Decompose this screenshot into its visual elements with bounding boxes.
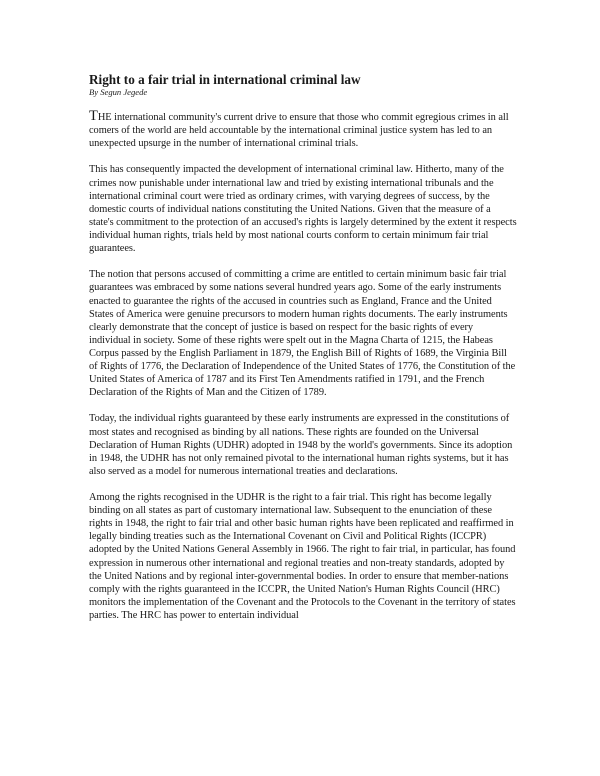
article-byline: By Segun Jegede (89, 87, 148, 97)
paragraph-1-text: HE international community's current drive to ensure that those who commit egregious crimes in all comers of the world are held accountable by the international criminal justice system has led to an unexpected upsurge in the number of international criminal trials. (89, 112, 509, 150)
drop-cap: T (89, 108, 98, 124)
paragraph-5: Among the rights recognised in the UDHR is the right to a fair trial. This right has become legally binding on all states as part of customary international law. Subsequent to the enunciation of these rights in 1948, the right to fair trial and other basic human rights have been replicated and reaffirmed in legally binding treaties such as the International Covenant on Civil and Political Rights (ICCPR) adopted by the United Nations General Assembly in 1966. The right to fair trial, in particular, has found expression in numerous other international and regional treaties and non-treaty standards, adopted by the United Nations and by regional inter-governmental bodies. In order to ensure that member-nations comply with the rights guaranteed in the ICCPR, the United Nation's Human Rights Council (HRC) monitors the implementation of the Covenant and the Protocols to the Covenant in the territory of states parties. The HRC has power to entertain individual (89, 492, 516, 621)
article-title: Right to a fair trial in international criminal law (89, 72, 361, 87)
paragraph-2: This has consequently impacted the development of international criminal law. Hitherto, many of the crimes now punishable under international law and tried by existing international tribunals and the international criminal court were tried as ordinary crimes, with varying degrees of success, by the domestic courts of individual nations constituting the United Nations. Given that the measure of a state's commitment to the protection of an accused's rights is largely determined by the extent it respects individual human rights, trials held by most national courts conform to certain minimum fair trial guarantees. (89, 164, 517, 255)
document-page (89, 72, 517, 635)
paragraph-4: Today, the individual rights guaranteed by these early instruments are expressed in the constitutions of most states and recognised as binding by all nations. These rights are founded on the Universal Declaration of Human Rights (UDHR) adopted in 1948 by the world's governments. Since its adoption in 1948, the UDHR has not only remained pivotal to the international human rights systems, but it has also served as a model for numerous international treaties and declarations. (89, 413, 513, 477)
paragraph-3: The notion that persons accused of committing a crime are entitled to certain minimum basic fair trial guarantees was embraced by some nations several hundred years ago. Some of the early instruments enacted to guarantee the rights of the accused in countries such as England, France and the United States of America were genuine precursors to modern human rights documents. The early instruments clearly demonstrate that the concept of justice is based on respect for the basic rights of every individual in society. Some of these rights were spelt out in the Magna Charta of 1215, the Habeas Corpus passed by the English Parliament in 1879, the English Bill of Rights of 1689, the Virginia Bill of Rights of 1776, the Declaration of Independence of the United States of 1776, the Constitution of the United States of America of 1787 and its First Ten Amendments ratified in 1791, and the French Declaration of the Rights of Man and the Citizen of 1789. (89, 269, 516, 399)
paragraph-1 (89, 110, 517, 150)
